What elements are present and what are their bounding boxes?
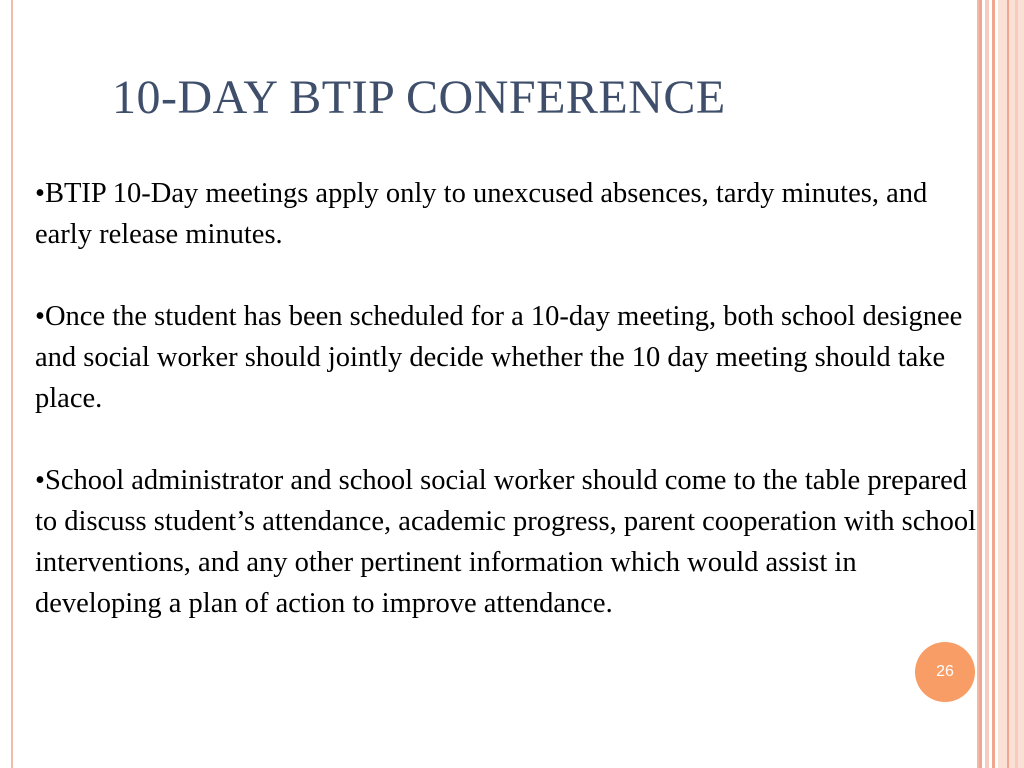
bullet-item: •BTIP 10-Day meetings apply only to unexcused absences, tardy minutes, and early release minutes.: [35, 178, 928, 250]
bullet-item: •Once the student has been scheduled for a 10-day meeting, both school designee and social worker should jointly decide whether the 10 day meeting should take place.: [35, 301, 963, 414]
slide-body: [35, 173, 985, 624]
stripe-line: [1007, 0, 1009, 768]
page-number-badge: 26: [915, 642, 975, 702]
slide-title: 10-DAY BTIP CONFERENCE: [112, 71, 726, 124]
bullet-item: •School administrator and school social worker should come to the table prepared to discuss student’s attendance, academic progress, parent cooperation with school interventions, and any other pertinent information which would assist in developing a plan of action to improve attendance.: [35, 465, 977, 619]
stripe-line: [992, 0, 995, 768]
stripe-line: [1015, 0, 1018, 768]
decorative-stripes: [979, 0, 1024, 768]
stripe-band: [998, 0, 1024, 768]
stripe-line: [985, 0, 989, 768]
